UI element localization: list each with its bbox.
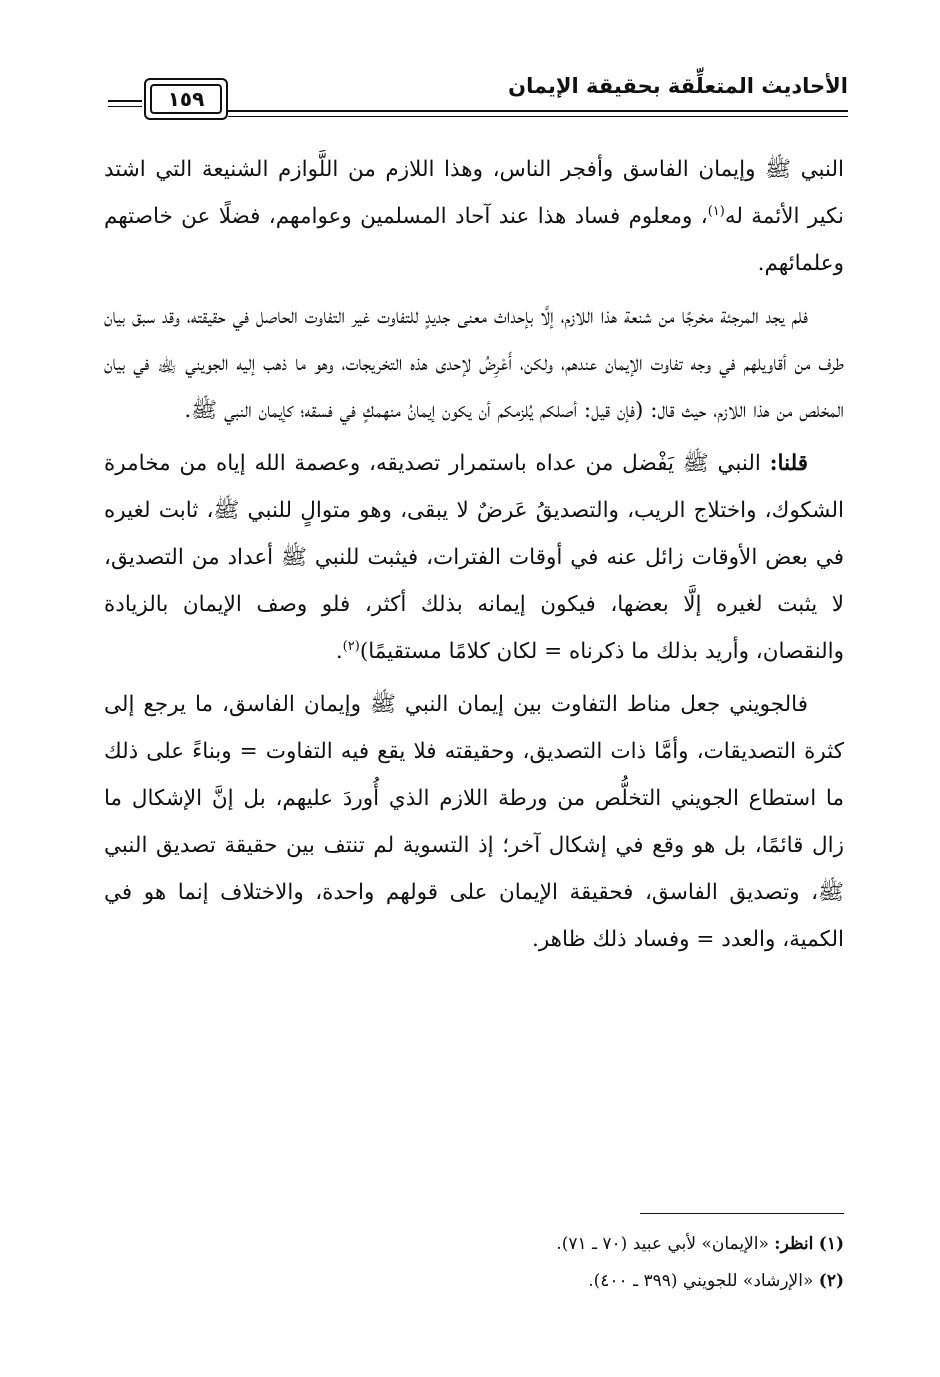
paragraph-4: فالجويني جعل مناط التفاوت بين إيمان النبي ﷺ وإيمان الفاسق، ما يرجع إلى كثرة التصديقات، وأمَّا ذات التصديق، وحقيقته فلا يقع فيه التفاوت = وبناءً على ذلك ما استطاع الجويني التخلُّص من ورطة اللازم الذي أُوردَ عليهم، بل إنَّ الإشكال ما زال قائمًا، بل هو وقع في إشكال آخر؛ إذ التسوية لم تنتف بين حقيقة تصديق النبي ﷺ، وتصديق الفاسق، فحقيقة الإيمان على قولهم واحدة، والاختلاف إنما هو في الكمية، والعدد = وفساد ذلك ظاهر. <box>104 692 844 952</box>
running-title: الأحاديث المتعلِّقة بحقيقة الإيمان <box>508 74 848 98</box>
page-number: ١٥٩ <box>150 84 222 114</box>
page-number-frame <box>144 78 228 120</box>
paragraph-3: قلنا: النبي ﷺ يَفْضل من عداه باستمرار تصديقه، وعصمة الله إياه من مخامرة الشكوك، واختلاج الريب، والتصديقُ عَرضٌ لا يبقى، وهو متوالٍ للنبي ﷺ، ثابت لغيره في بعض الأوقات زائل عنه في أوقات الفترات، فيثبت للنبي ﷺ أعداد من التصديق، لا يثبت لغيره إلَّا بعضها، فيكون إيمانه بذلك أكثر، فلو وصف الإيمان بالزيادة والنقصان، وأريد بذلك ما ذكرناه = لكان كلامًا مستقيمًا)$^{(٢)}$. <box>104 451 844 664</box>
header-rule-thin <box>228 116 848 117</box>
header-left-rule-thick <box>108 100 142 102</box>
footnotes <box>104 1226 844 1300</box>
header-rule-thick <box>228 110 848 112</box>
header-left-rule-thin <box>108 106 142 107</box>
paragraph-2: فلم يجد المرجئة مخرجًا من شنعة هذا اللازم، إلَّا بإحداث معنى جديدٍ للتفاوت غير التفاوت الحاصل في حقيقته، وقد سبق بيان طرف من أقاويلهم في وجه تفاوت الإيمان عندهم، ولكن، أَعْرِضُ لإحدى هذه التخريجات، وهو ما ذهب إليه الجويني ﵀ في بيان المخلص من هذا اللازم، حيث قال: (فإن قيل: أصلكم يُلزمكم أن يكون إيمانُ منهمكٍ في فسقه؛ كإيمان النبي ﷺ. <box>104 304 844 423</box>
main-text <box>104 146 844 969</box>
footnote-ref-1[interactable]: (١) <box>707 203 725 219</box>
footnote-2: (٢) «الإرشاد» للجويني (٣٩٩ ـ ٤٠٠). <box>588 1271 844 1291</box>
page-header <box>108 70 848 130</box>
footnote-separator <box>640 1213 844 1214</box>
paragraph-3-lead: قلنا: <box>769 451 808 476</box>
footnote-1: (١) انظر: «الإيمان» لأبي عبيد (٧٠ ـ ٧١). <box>556 1234 844 1254</box>
footnote-ref-2[interactable]: (٢) <box>342 638 360 654</box>
paragraph-1: النبي ﷺ وإيمان الفاسق وأفجر الناس، وهذا اللازم من اللَّوازم الشنيعة التي اشتد نكير الأئمة له$^{(١)}$، ومعلوم فساد هذا عند آحاد المسلمين وعوامهم، فضلًا عن خاصتهم وعلمائهم. <box>104 157 844 276</box>
